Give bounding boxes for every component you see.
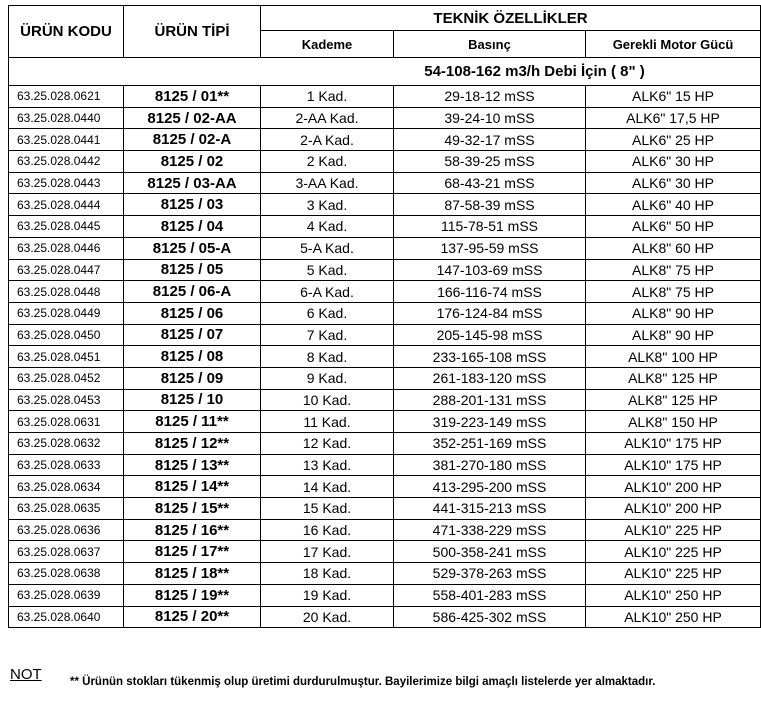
cell-product-type: 8125 / 12** [124,433,261,455]
cell-pressure: 87-58-39 mSS [394,194,586,216]
table-row [9,107,761,129]
cell-pressure: 39-24-10 mSS [394,107,586,129]
cell-product-type: 8125 / 13** [124,454,261,476]
cell-product-type: 8125 / 03 [124,194,261,216]
cell-stage: 20 Kad. [261,606,394,628]
cell-pressure: 205-145-98 mSS [394,324,586,346]
cell-motor-power: ALK6" 50 HP [586,216,761,238]
cell-stage: 3 Kad. [261,194,394,216]
table-row [9,411,761,433]
cell-product-type: 8125 / 03-AA [124,172,261,194]
cell-motor-power: ALK10" 225 HP [586,519,761,541]
cell-motor-power: ALK6" 25 HP [586,129,761,151]
cell-motor-power: ALK6" 30 HP [586,151,761,173]
cell-product-type: 8125 / 14** [124,476,261,498]
cell-pressure: 558-401-283 mSS [394,584,586,606]
cell-product-code: 63.25.028.0636 [9,519,124,541]
cell-motor-power: ALK10" 200 HP [586,498,761,520]
cell-stage: 1 Kad. [261,86,394,108]
section-title: 54-108-162 m3/h Debi İçin ( 8" ) [424,63,645,80]
cell-motor-power: ALK8" 60 HP [586,237,761,259]
cell-product-type: 8125 / 02-A [124,129,261,151]
cell-motor-power: ALK8" 125 HP [586,389,761,411]
cell-product-type: 8125 / 10 [124,389,261,411]
cell-motor-power: ALK6" 15 HP [586,86,761,108]
cell-pressure: 166-116-74 mSS [394,281,586,303]
cell-product-code: 63.25.028.0441 [9,129,124,151]
cell-pressure: 115-78-51 mSS [394,216,586,238]
cell-product-type: 8125 / 20** [124,606,261,628]
table-row [9,563,761,585]
cell-product-code: 63.25.028.0446 [9,237,124,259]
table-row [9,346,761,368]
header-urun-kodu: ÜRÜN KODU [9,6,124,58]
cell-product-type: 8125 / 16** [124,519,261,541]
header-urun-tipi: ÜRÜN TİPİ [124,6,261,58]
cell-product-code: 63.25.028.0448 [9,281,124,303]
cell-product-type: 8125 / 17** [124,541,261,563]
table-row [9,367,761,389]
cell-motor-power: ALK6" 30 HP [586,172,761,194]
cell-product-type: 8125 / 06 [124,302,261,324]
footnote [8,664,760,690]
cell-pressure: 288-201-131 mSS [394,389,586,411]
table-row [9,584,761,606]
cell-product-type: 8125 / 07 [124,324,261,346]
cell-product-code: 63.25.028.0450 [9,324,124,346]
cell-product-type: 8125 / 18** [124,563,261,585]
cell-product-code: 63.25.028.0443 [9,172,124,194]
cell-motor-power: ALK8" 75 HP [586,281,761,303]
cell-pressure: 49-32-17 mSS [394,129,586,151]
cell-product-code: 63.25.028.0452 [9,367,124,389]
table-row [9,259,761,281]
cell-pressure: 352-251-169 mSS [394,433,586,455]
header-basinc: Basınç [394,31,586,58]
cell-pressure: 29-18-12 mSS [394,86,586,108]
cell-stage: 8 Kad. [261,346,394,368]
table-row [9,498,761,520]
table-row [9,606,761,628]
cell-pressure: 233-165-108 mSS [394,346,586,368]
cell-product-type: 8125 / 02-AA [124,107,261,129]
cell-pressure: 58-39-25 mSS [394,151,586,173]
table-row [9,281,761,303]
cell-stage: 6 Kad. [261,302,394,324]
cell-pressure: 441-315-213 mSS [394,498,586,520]
cell-stage: 4 Kad. [261,216,394,238]
cell-pressure: 413-295-200 mSS [394,476,586,498]
cell-stage: 14 Kad. [261,476,394,498]
cell-stage: 3-AA Kad. [261,172,394,194]
cell-motor-power: ALK8" 100 HP [586,346,761,368]
cell-stage: 19 Kad. [261,584,394,606]
cell-motor-power: ALK10" 175 HP [586,454,761,476]
cell-product-code: 63.25.028.0453 [9,389,124,411]
cell-stage: 6-A Kad. [261,281,394,303]
cell-stage: 2-AA Kad. [261,107,394,129]
cell-motor-power: ALK8" 75 HP [586,259,761,281]
cell-stage: 2-A Kad. [261,129,394,151]
cell-motor-power: ALK8" 150 HP [586,411,761,433]
cell-motor-power: ALK6" 17,5 HP [586,107,761,129]
cell-product-code: 63.25.028.0442 [9,151,124,173]
cell-product-code: 63.25.028.0447 [9,259,124,281]
table-row [9,151,761,173]
cell-product-code: 63.25.028.0634 [9,476,124,498]
cell-pressure: 68-43-21 mSS [394,172,586,194]
cell-stage: 5-A Kad. [261,237,394,259]
table-row [9,433,761,455]
cell-product-code: 63.25.028.0637 [9,541,124,563]
cell-product-type: 8125 / 09 [124,367,261,389]
cell-motor-power: ALK8" 90 HP [586,302,761,324]
cell-pressure: 176-124-84 mSS [394,302,586,324]
cell-pressure: 381-270-180 mSS [394,454,586,476]
table-row [9,476,761,498]
cell-stage: 13 Kad. [261,454,394,476]
cell-motor-power: ALK10" 200 HP [586,476,761,498]
cell-product-type: 8125 / 11** [124,411,261,433]
cell-stage: 10 Kad. [261,389,394,411]
cell-stage: 18 Kad. [261,563,394,585]
cell-stage: 11 Kad. [261,411,394,433]
cell-product-type: 8125 / 02 [124,151,261,173]
cell-stage: 15 Kad. [261,498,394,520]
cell-product-type: 8125 / 05 [124,259,261,281]
header-motor-gucu: Gerekli Motor Gücü [586,31,761,58]
cell-pressure: 261-183-120 mSS [394,367,586,389]
cell-product-code: 63.25.028.0449 [9,302,124,324]
table-body [9,86,761,628]
cell-product-type: 8125 / 15** [124,498,261,520]
cell-pressure: 500-358-241 mSS [394,541,586,563]
table-row [9,302,761,324]
table-row [9,216,761,238]
cell-product-code: 63.25.028.0632 [9,433,124,455]
table-row [9,86,761,108]
cell-product-code: 63.25.028.0445 [9,216,124,238]
note-label: NOT [10,666,42,683]
table-row [9,389,761,411]
cell-stage: 17 Kad. [261,541,394,563]
cell-stage: 9 Kad. [261,367,394,389]
cell-product-type: 8125 / 04 [124,216,261,238]
cell-stage: 16 Kad. [261,519,394,541]
product-spec-table [8,5,761,628]
cell-product-type: 8125 / 05-A [124,237,261,259]
cell-stage: 7 Kad. [261,324,394,346]
header-kademe: Kademe [261,31,394,58]
table-row [9,541,761,563]
cell-motor-power: ALK8" 125 HP [586,367,761,389]
table-row [9,324,761,346]
cell-stage: 5 Kad. [261,259,394,281]
cell-product-code: 63.25.028.0631 [9,411,124,433]
table-row [9,237,761,259]
cell-pressure: 586-425-302 mSS [394,606,586,628]
cell-motor-power: ALK10" 175 HP [586,433,761,455]
table-row [9,172,761,194]
cell-product-code: 63.25.028.0639 [9,584,124,606]
section-title-row [9,58,761,86]
cell-product-type: 8125 / 19** [124,584,261,606]
cell-motor-power: ALK10" 250 HP [586,606,761,628]
cell-product-code: 63.25.028.0451 [9,346,124,368]
cell-motor-power: ALK6" 40 HP [586,194,761,216]
cell-pressure: 471-338-229 mSS [394,519,586,541]
cell-motor-power: ALK10" 250 HP [586,584,761,606]
cell-product-code: 63.25.028.0638 [9,563,124,585]
cell-stage: 2 Kad. [261,151,394,173]
cell-product-code: 63.25.028.0635 [9,498,124,520]
cell-pressure: 319-223-149 mSS [394,411,586,433]
table-row [9,454,761,476]
cell-pressure: 137-95-59 mSS [394,237,586,259]
header-teknik-ozellikler: TEKNİK ÖZELLİKLER [261,6,761,31]
table-row [9,194,761,216]
cell-product-type: 8125 / 08 [124,346,261,368]
cell-pressure: 529-378-263 mSS [394,563,586,585]
cell-motor-power: ALK8" 90 HP [586,324,761,346]
cell-product-code: 63.25.028.0440 [9,107,124,129]
cell-pressure: 147-103-69 mSS [394,259,586,281]
cell-motor-power: ALK10" 225 HP [586,563,761,585]
table-row [9,519,761,541]
cell-product-code: 63.25.028.0621 [9,86,124,108]
cell-product-code: 63.25.028.0444 [9,194,124,216]
cell-product-type: 8125 / 06-A [124,281,261,303]
cell-stage: 12 Kad. [261,433,394,455]
cell-motor-power: ALK10" 225 HP [586,541,761,563]
cell-product-type: 8125 / 01** [124,86,261,108]
cell-product-code: 63.25.028.0640 [9,606,124,628]
cell-product-code: 63.25.028.0633 [9,454,124,476]
table-row [9,129,761,151]
note-text: ** Ürünün stokları tükenmiş olup üretimi durdurulmuştur. Bayilerimize bilgi amaçlı listelerde yer almaktadır. [70,676,656,688]
